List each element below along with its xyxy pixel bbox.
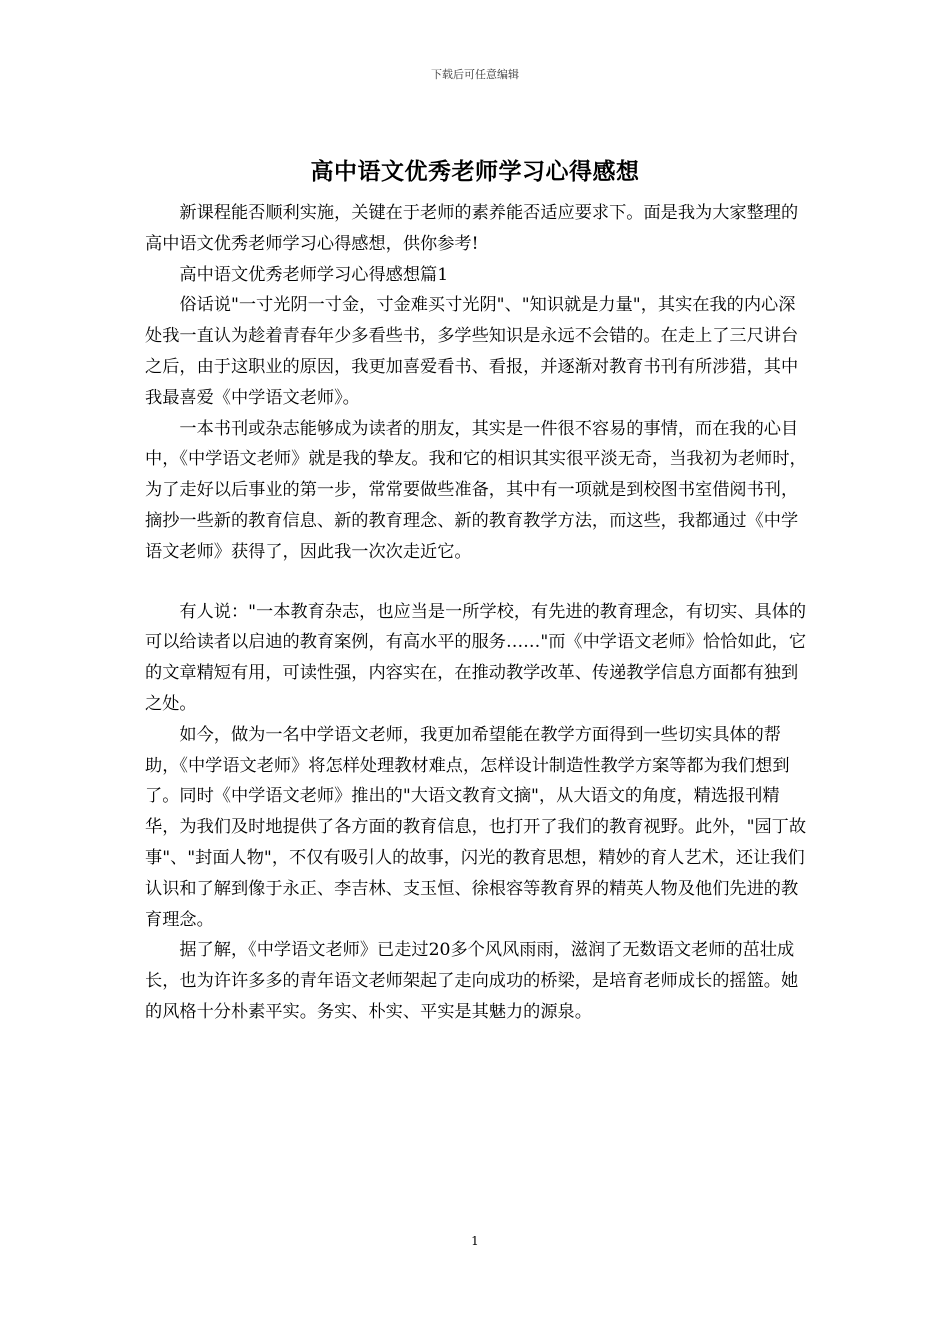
- document-title: 高中语文优秀老师学习心得感想: [310, 158, 640, 185]
- paragraph-gap: [145, 568, 807, 597]
- body-paragraph: 一本书刊或杂志能够成为读者的朋友，其实是一件很不容易的事情，而在我的心目中，《中学语文老师》就是我的挚友。我和它的相识其实很平淡无奇，当我初为老师时，为了走好以后事业的第一步，常常要做些准备，其中有一项就是到校图书室借阅书刊，摘抄一些新的教育信息、新的教育理念、新的教育教学方法，而这些，我都通过《中学语文老师》获得了，因此我一次次走近它。: [145, 418, 807, 562]
- body-paragraph: 有人说："一本教育杂志，也应当是一所学校，有先进的教育理念，有切实、具体的可以给读者以启迪的教育案例，有高水平的服务……"而《中学语文老师》恰恰如此，它的文章精短有用，可读性强，内容实在，在推动教学改革、传递教学信息方面都有独到之处。: [145, 601, 807, 714]
- page-header: 下载后可任意编辑: [431, 68, 519, 81]
- body-paragraph: 俗话说"一寸光阴一寸金，寸金难买寸光阴"、"知识就是力量"，其实在我的内心深处我一直认为趁着青春年少多看些书，多学些知识是永远不会错的。在走上了三尺讲台之后，由于这职业的原因，我更加喜爱看书、看报，并逐渐对教育书刊有所涉猎，其中我最喜爱《中学语文老师》。: [145, 295, 799, 408]
- document-body: [145, 198, 807, 1028]
- intro-paragraph: 新课程能否顺利实施，关键在于老师的素养能否适应要求下。面是我为大家整理的高中语文优秀老师学习心得感想，供你参考!: [145, 203, 799, 254]
- page-number: 1: [471, 1234, 479, 1248]
- section-heading: 高中语文优秀老师学习心得感想篇1: [179, 264, 449, 285]
- body-paragraph: 如今，做为一名中学语文老师，我更加希望能在教学方面得到一些切实具体的帮助，《中学语文老师》将怎样处理教材难点，怎样设计制造性教学方案等都为我们想到了。同时《中学语文老师》推出的"大语文教育文摘"，从大语文的角度，精选报刊精华，为我们及时地提供了各方面的教育信息，也打开了我们的教育视野。此外，"园丁故事"、"封面人物"，不仅有吸引人的故事，闪光的教育思想，精妙的育人艺术，还让我们认识和了解到像于永正、李吉林、支玉恒、徐根容等教育界的精英人物及他们先进的教育理念。: [145, 724, 807, 930]
- body-paragraph: 据了解，《中学语文老师》已走过20多个风风雨雨，滋润了无数语文老师的茁壮成长，也为许许多多的青年语文老师架起了走向成功的桥梁，是培育老师成长的摇篮。她的风格十分朴素平实。务实、朴实、平实是其魅力的源泉。: [145, 940, 799, 1022]
